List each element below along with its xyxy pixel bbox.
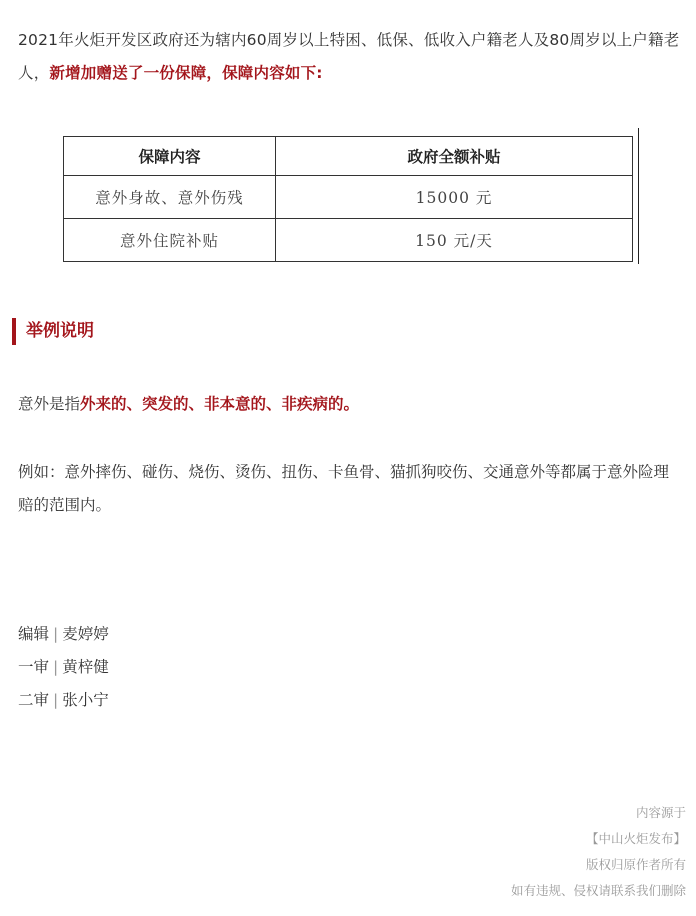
- table-cell: 意外身故、意外伤残: [64, 176, 276, 219]
- credit-separator: |: [53, 691, 59, 709]
- source-line: 如有违规、侵权请联系我们删除: [510, 883, 686, 898]
- credits: [18, 618, 109, 717]
- source-link[interactable]: 【中山火炬发布】: [585, 831, 686, 846]
- table-right-rule: [638, 128, 639, 264]
- credit-name: 麦婷婷: [62, 625, 109, 643]
- credit-role: 编辑: [18, 625, 50, 643]
- table-row: [64, 176, 633, 219]
- intro-paragraph: [18, 24, 682, 90]
- source-line: 版权归原作者所有: [585, 857, 686, 872]
- source-note: [511, 800, 686, 904]
- table-header-coverage: 保障内容: [64, 137, 276, 176]
- source-line: 内容源于: [635, 805, 686, 820]
- credit-separator: |: [53, 658, 59, 676]
- credit-name: 黄梓健: [62, 658, 109, 676]
- credit-line: [18, 618, 109, 651]
- table-row: [64, 219, 633, 262]
- table-cell: 意外住院补贴: [64, 219, 276, 262]
- credit-role: 一审: [18, 658, 50, 676]
- table-header-row: [64, 137, 633, 176]
- coverage-table: [63, 136, 633, 262]
- credit-separator: |: [53, 625, 59, 643]
- credit-line: [18, 684, 109, 717]
- credit-name: 张小宁: [62, 691, 109, 709]
- table-header-subsidy: 政府全额补贴: [276, 137, 633, 176]
- table-cell: 150 元/天: [276, 219, 633, 262]
- intro-highlight: 新增加赠送了一份保障，保障内容如下:: [49, 64, 323, 82]
- table-cell: 15000 元: [276, 176, 633, 219]
- credit-role: 二审: [18, 691, 50, 709]
- definition-text: 意外是指: [18, 395, 81, 413]
- definition-paragraph: [18, 390, 682, 418]
- example-paragraph: 例如：意外摔伤、碰伤、烧伤、烫伤、扭伤、卡鱼骨、猫抓狗咬伤、交通意外等都属于意外险理赔的范围内。: [18, 463, 670, 514]
- definition-highlight: 外来的、突发的、非本意的、非疾病的。: [80, 395, 360, 413]
- section-title: 举例说明: [12, 318, 94, 345]
- credit-line: [18, 651, 109, 684]
- intro-text: 2021年火炬开发区政府还为辖内60周岁以上特困、低保、低收入户籍老人及80周岁以上户籍老人，: [18, 31, 680, 82]
